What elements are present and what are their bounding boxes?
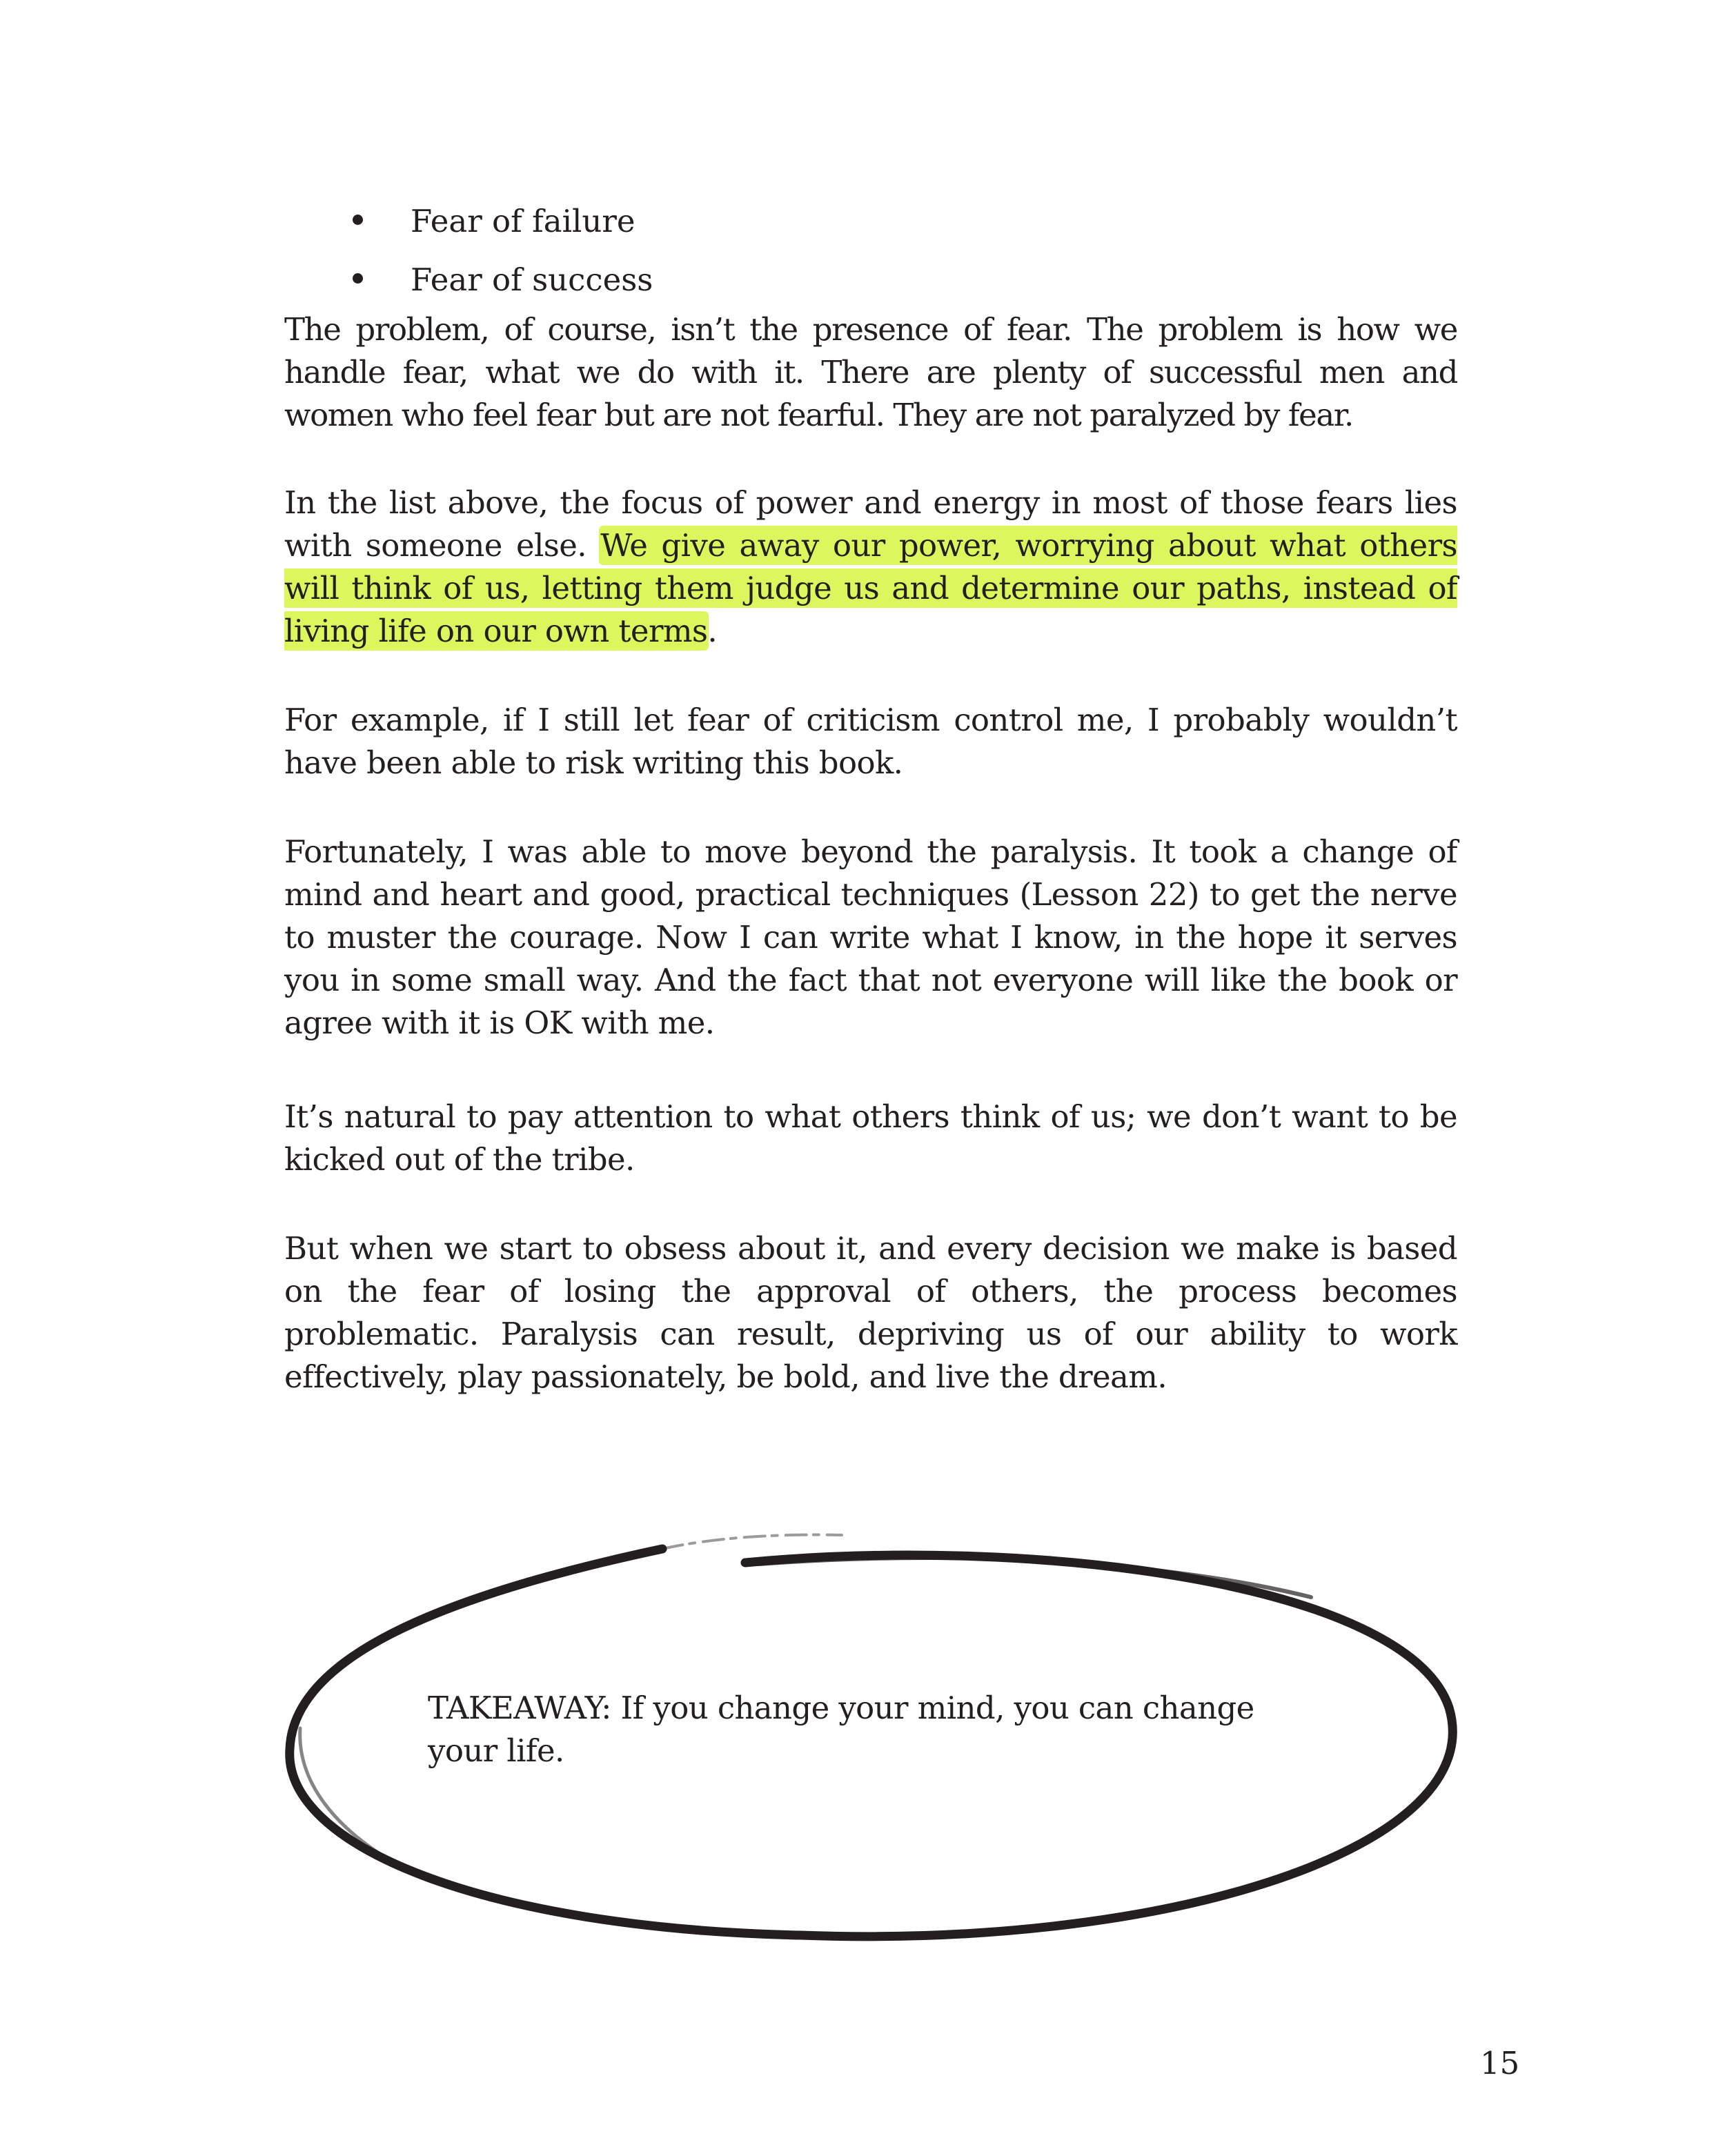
paragraph-text-end: .	[707, 613, 718, 649]
paragraph-text: In the list above, the focus of power and energy in most of those fears lies with someone else.	[284, 484, 1457, 564]
paragraph-example: For example, if I still let fear of criticism control me, I probably wouldn’t have been able to risk writing this book.	[284, 702, 1457, 781]
list-item	[348, 250, 653, 309]
fear-list	[348, 192, 653, 309]
page-number: 15	[1480, 2045, 1520, 2081]
takeaway-text: TAKEAWAY: If you change your mind, you can change your life.	[428, 1690, 1254, 1769]
paragraph-fortunately: Fortunately, I was able to move beyond the paralysis. It took a change of mind and heart and good, practical techniques (Lesson 22) to get the nerve to muster the courage. Now I can write what I know, in the hope it serves you in some small way. And the fact that not everyone will like the book or agree with it is OK with me.	[284, 833, 1457, 1041]
paragraph-natural: It’s natural to pay attention to what others think of us; we don’t want to be kicked out of the tribe.	[284, 1098, 1457, 1178]
takeaway-callout	[276, 1521, 1463, 1956]
bullet-icon	[353, 215, 363, 225]
list-item-text: Fear of success	[411, 261, 653, 298]
paragraph-obsess: But when we start to obsess about it, and every decision we make is based on the fear of losing the approval of others, the process becomes problematic. Paralysis can result, depriving us of our ability to work effectively, play passionately, be bold, and live the dream.	[284, 1230, 1457, 1395]
highlighted-text: We give away our power, worrying about what others will think of us, letting them judge us and determine our paths, instead of living life on our own terms	[284, 527, 1457, 649]
list-item-text: Fear of failure	[411, 203, 635, 239]
paragraph-list-above	[284, 482, 1457, 653]
bullet-icon	[353, 273, 363, 284]
list-item	[348, 192, 653, 250]
paragraph-presence-of-fear: The problem, of course, isn’t the presence of fear. The problem is how we handle fear, what we do with it. There are plenty of successful men and women who feel fear but are not fearful. They are not paralyzed by fear.	[284, 311, 1457, 433]
